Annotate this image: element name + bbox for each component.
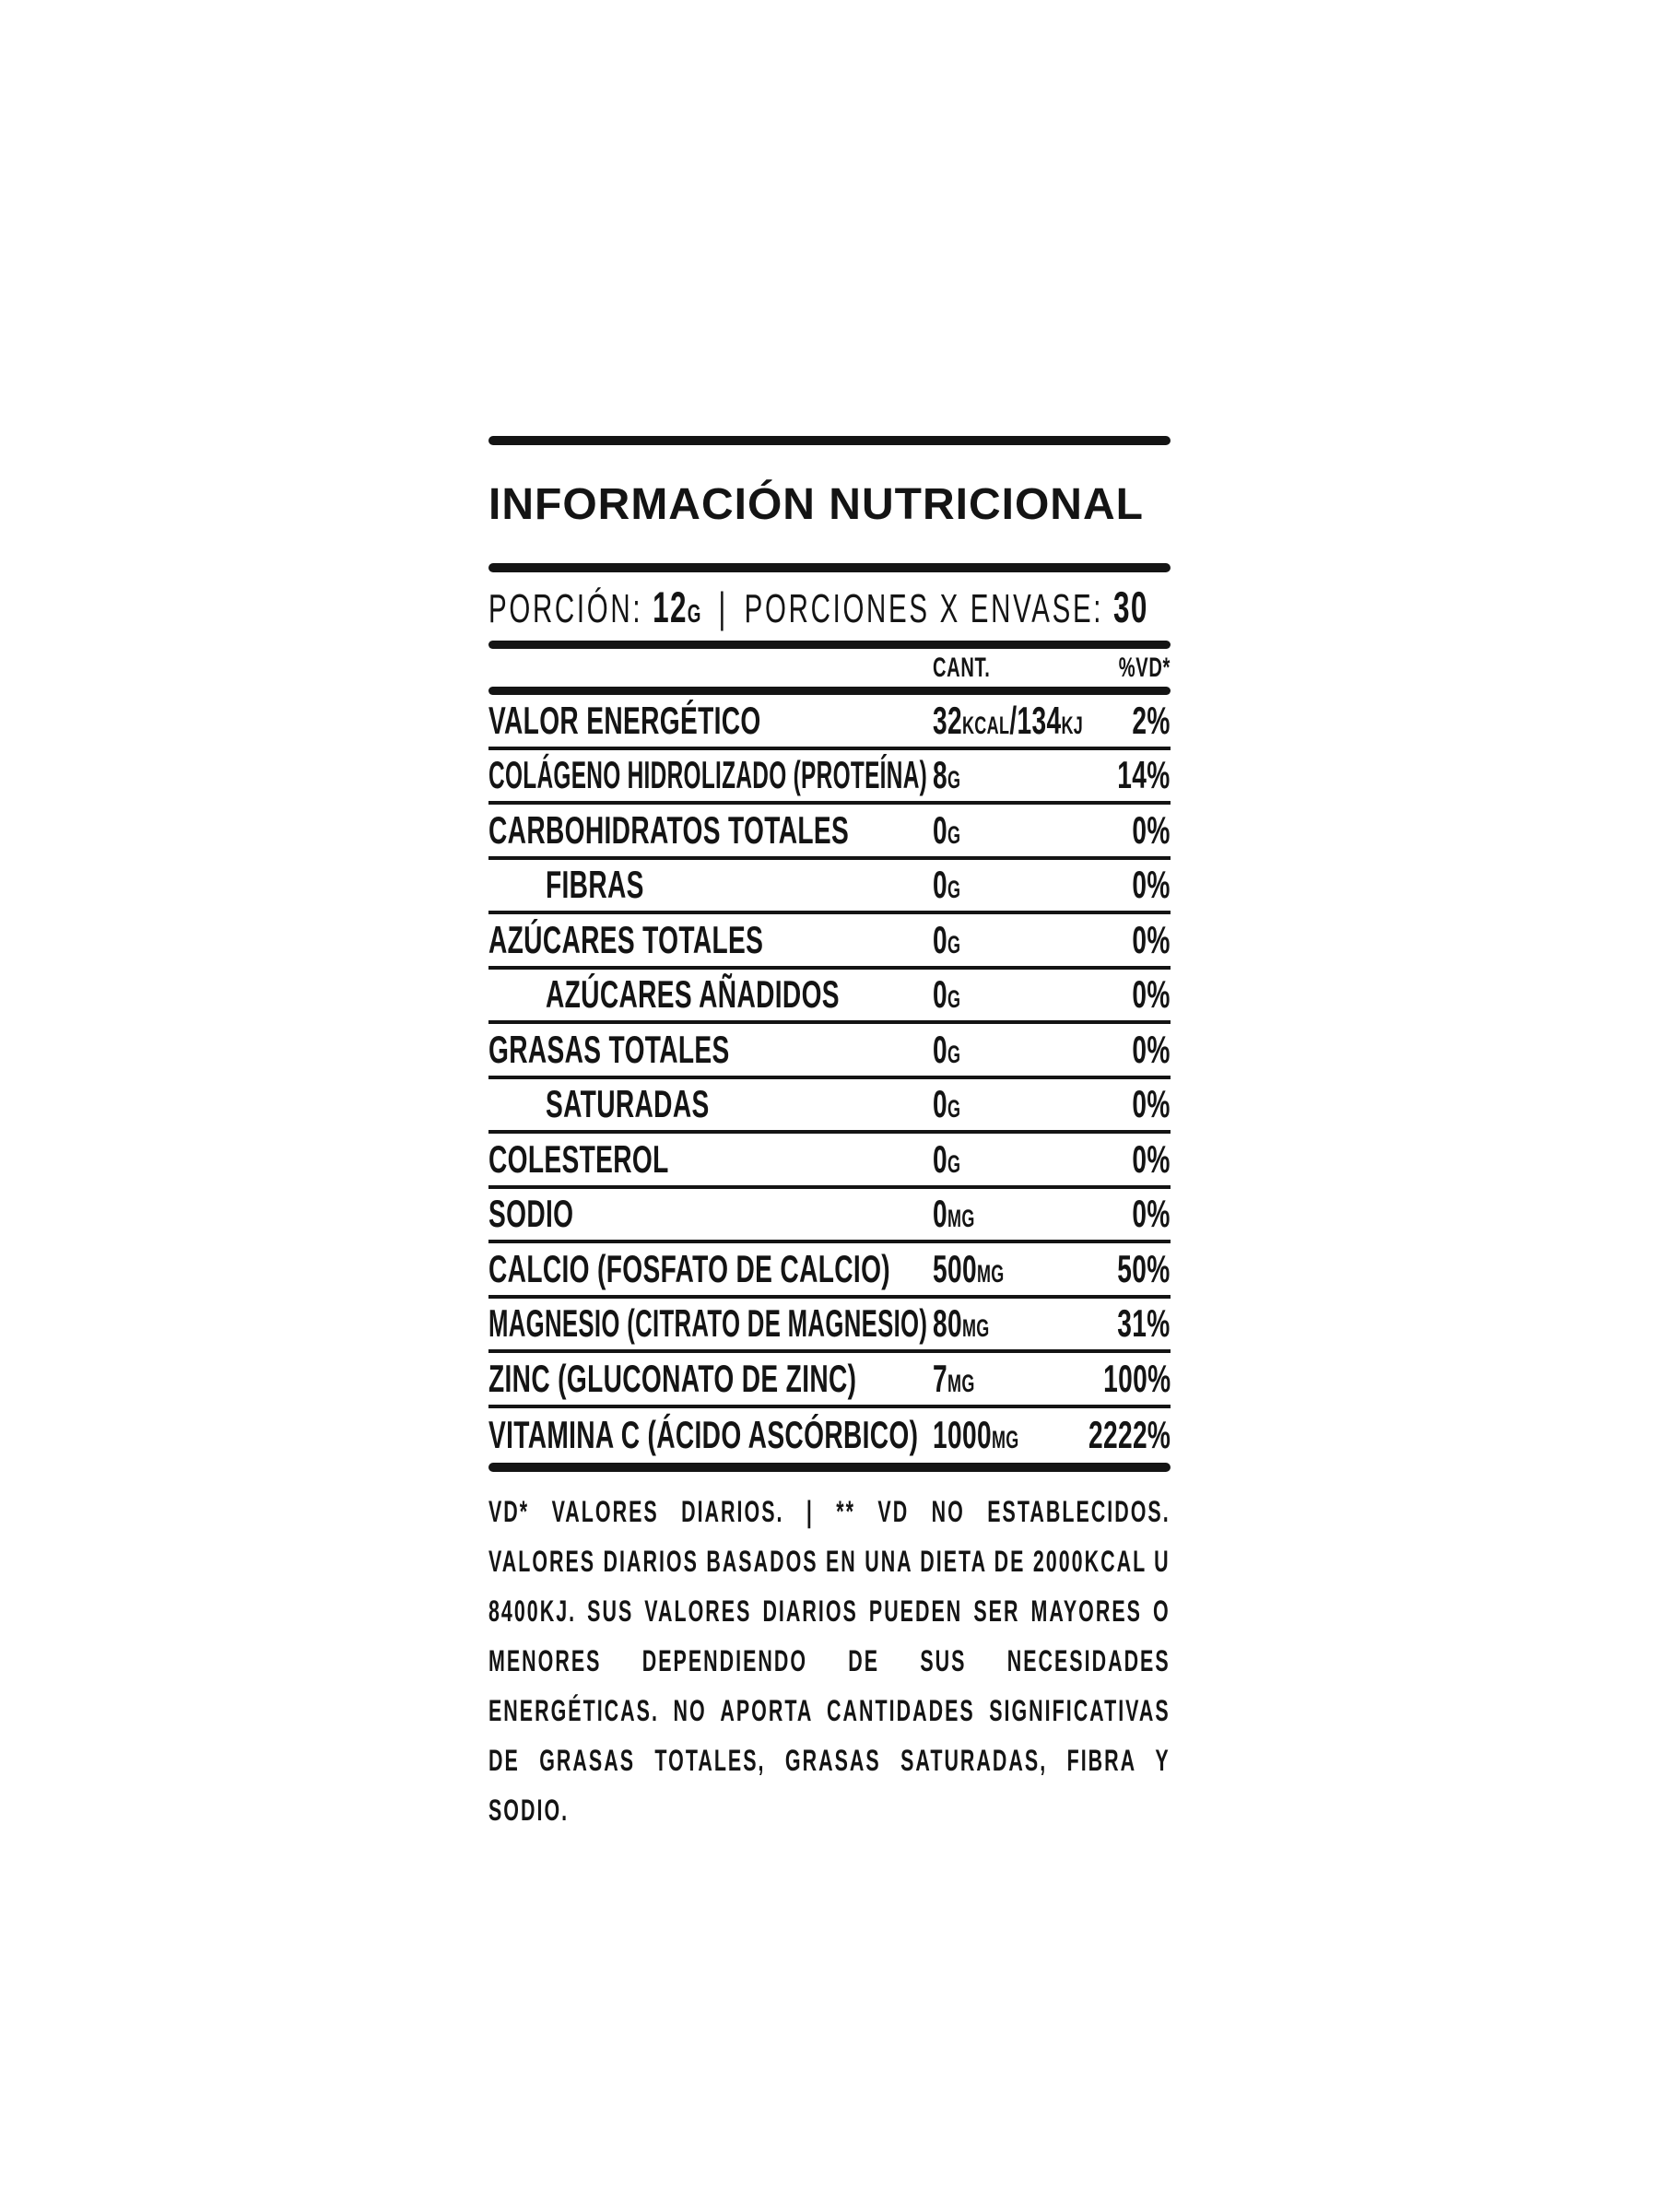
nutrient-dv: 0% <box>1132 917 1171 961</box>
nutrient-amount: 80MG <box>933 1301 990 1346</box>
nutrient-amount: 0G <box>933 1027 961 1071</box>
nutrient-dv-cell <box>1091 1247 1171 1291</box>
amount-unit: G <box>947 1095 961 1124</box>
nutrient-dv-cell <box>1113 699 1171 743</box>
dv-column-header: %VD* <box>1118 652 1171 683</box>
nutrient-dv-cell <box>1113 1028 1171 1072</box>
nutrient-dv-cell <box>1113 1192 1171 1236</box>
nutrient-name-cell <box>488 1137 933 1182</box>
nutrient-amount-cell <box>933 918 1113 962</box>
nutrient-dv: 2222% <box>1088 1413 1171 1457</box>
amount-unit: G <box>947 930 961 959</box>
nutrient-dv-cell <box>1113 972 1171 1017</box>
amount-unit: G <box>947 1149 961 1178</box>
nutrient-dv: 0% <box>1132 863 1171 907</box>
table-row <box>488 860 1171 915</box>
nutrient-amount-cell <box>933 1192 1113 1236</box>
nutrient-amount: 0G <box>933 807 961 852</box>
nutrient-amount-cell <box>933 972 1113 1017</box>
nutrient-dv-cell <box>1091 753 1171 797</box>
table-row <box>488 805 1171 860</box>
table-row <box>488 1024 1171 1079</box>
nutrient-amount: 8G <box>933 753 961 797</box>
nutrient-amount-cell <box>933 1247 1091 1291</box>
nutrient-dv: 0% <box>1132 1082 1171 1126</box>
nutrient-amount-cell <box>933 808 1113 853</box>
table-row <box>488 750 1171 806</box>
nutrient-amount: 0G <box>933 1136 961 1181</box>
nutrition-label <box>488 436 1171 1835</box>
nutrient-amount-cell <box>933 863 1113 907</box>
footnote-text: VD* VALORES DIARIOS. | ** VD NO ESTABLECIDOS. VALORES DIARIOS BASADOS EN UNA DIETA DE 2000KCAL U 8400KJ. SUS VALORES DIARIOS PUEDEN SER MAYORES O MENORES DEPENDIENDO DE SUS NECESIDADES ENERGÉTICAS. NO APORTA CANTIDADES SIGNIFICATIVAS DE GRASAS TOTALES, GRASAS SATURADAS, FIBRA Y SODIO. <box>488 1495 1171 1827</box>
nutrient-amount: 0MG <box>933 1192 975 1236</box>
table-row <box>488 695 1171 750</box>
nutrient-name: SATURADAS <box>546 1082 710 1126</box>
nutrient-amount: 0G <box>933 863 961 907</box>
amount-column-header: CANT. <box>933 652 991 683</box>
nutrient-dv: 0% <box>1132 1027 1171 1071</box>
nutrient-name-cell <box>488 1028 933 1072</box>
serving-divider: | <box>718 582 729 631</box>
table-row <box>488 914 1171 970</box>
nutrient-amount: 0G <box>933 1082 961 1126</box>
nutrient-name-cell <box>488 1082 933 1126</box>
nutrient-name: ZINC (GLUCONATO DE ZINC) <box>488 1356 857 1400</box>
nutrient-name-cell <box>488 1247 933 1291</box>
serving-line <box>488 582 1148 632</box>
footnote <box>488 1487 1171 1835</box>
nutrient-name: CALCIO (FOSFATO DE CALCIO) <box>488 1246 891 1290</box>
nutrient-amount: 32KCAL/134KJ <box>933 698 1084 742</box>
nutrient-dv: 50% <box>1117 1246 1171 1290</box>
nutrient-dv: 100% <box>1102 1356 1171 1400</box>
nutrient-amount: 500MG <box>933 1246 1005 1290</box>
amount-unit: G <box>947 766 961 794</box>
nutrient-dv-cell <box>1091 1301 1171 1346</box>
nutrient-name: AZÚCARES AÑADIDOS <box>546 972 840 1017</box>
nutrient-dv: 0% <box>1132 1136 1171 1181</box>
serving-info <box>488 572 1171 641</box>
nutrient-amount-cell <box>933 699 1113 743</box>
table-row <box>488 1299 1171 1354</box>
nutrient-amount-cell <box>933 1137 1113 1182</box>
nutrient-dv: 0% <box>1132 807 1171 852</box>
nutrient-dv-cell <box>1113 1137 1171 1182</box>
nutrient-amount-cell <box>933 1413 1048 1457</box>
nutrient-name: VITAMINA C (ÁCIDO ASCÓRBICO) <box>488 1413 919 1457</box>
nutrient-amount-cell <box>933 753 1091 797</box>
table-row <box>488 1243 1171 1299</box>
nutrient-dv-cell <box>1113 1082 1171 1126</box>
nutrient-name-cell <box>488 1357 933 1401</box>
amount-unit: KCAL <box>961 711 1010 739</box>
amount-unit: G <box>947 1040 961 1068</box>
amount-column-header-cell <box>933 653 1093 684</box>
page-title: INFORMACIÓN NUTRICIONAL <box>488 479 1144 529</box>
nutrient-amount-cell <box>933 1301 1091 1346</box>
nutrient-amount: 1000MG <box>933 1413 1019 1457</box>
nutrient-name-cell <box>488 808 933 853</box>
nutrient-amount: 0G <box>933 972 961 1017</box>
bottom-rule <box>488 1463 1171 1472</box>
nutrient-name-cell <box>488 1192 933 1236</box>
nutrient-name: COLÁGENO HIDROLIZADO (PROTEÍNA) <box>488 753 928 797</box>
header-divider-rule <box>488 687 1171 695</box>
amount-unit: MG <box>961 1314 990 1343</box>
table-row <box>488 1189 1171 1244</box>
amount-unit: MG <box>991 1426 1019 1454</box>
nutrient-amount-cell <box>933 1028 1113 1072</box>
nutrient-name-cell <box>488 972 933 1017</box>
nutrient-dv: 2% <box>1132 698 1171 742</box>
column-headers <box>488 649 1171 687</box>
nutrient-dv-cell <box>1113 863 1171 907</box>
table-row <box>488 1079 1171 1135</box>
nutrient-dv: 31% <box>1117 1301 1171 1346</box>
nutrient-dv-cell <box>1113 808 1171 853</box>
nutrient-amount-cell <box>933 1082 1113 1126</box>
amount-unit: G <box>947 820 961 849</box>
table-row <box>488 1408 1171 1464</box>
nutrient-name: SODIO <box>488 1192 574 1236</box>
nutrient-name: FIBRAS <box>546 863 644 907</box>
nutrient-dv: 0% <box>1132 1192 1171 1236</box>
nutrient-name: AZÚCARES TOTALES <box>488 917 764 961</box>
top-rule <box>488 436 1171 445</box>
amount-unit: MG <box>976 1259 1005 1288</box>
portion-value: 12G <box>653 582 702 631</box>
nutrient-name-cell <box>488 863 933 907</box>
nutrient-dv-cell <box>1070 1357 1171 1401</box>
nutrient-name-cell <box>488 1301 933 1346</box>
nutrient-amount: 7MG <box>933 1356 975 1400</box>
nutrient-amount-cell <box>933 1357 1070 1401</box>
portion-unit: G <box>687 597 702 628</box>
amount-unit: MG <box>947 1369 975 1397</box>
nutrient-dv-cell <box>1113 918 1171 962</box>
nutrient-name-cell <box>488 699 933 743</box>
table-row <box>488 970 1171 1025</box>
title-divider-rule <box>488 563 1171 572</box>
servings-label: PORCIONES X ENVASE: <box>744 585 1104 631</box>
nutrient-name: GRASAS TOTALES <box>488 1027 730 1071</box>
amount-unit: G <box>947 985 961 1014</box>
table-row <box>488 1353 1171 1408</box>
nutrient-name-cell <box>488 918 933 962</box>
nutrient-name-cell <box>488 753 933 797</box>
amount-unit: KJ <box>1061 711 1084 739</box>
label-header <box>488 445 1171 563</box>
nutrient-name-cell <box>488 1413 933 1457</box>
servings-value: 30 <box>1113 582 1148 631</box>
nutrient-dv: 14% <box>1117 753 1171 797</box>
nutrient-dv-cell <box>1048 1413 1171 1457</box>
table-row <box>488 1134 1171 1189</box>
amount-unit: MG <box>947 1205 975 1233</box>
nutrient-amount: 0G <box>933 917 961 961</box>
dv-column-header-cell <box>1093 653 1171 684</box>
nutrition-table <box>488 695 1171 1463</box>
portion-label: PORCIÓN: <box>488 585 643 631</box>
nutrient-name: CARBOHIDRATOS TOTALES <box>488 807 850 852</box>
serving-divider-rule <box>488 641 1171 649</box>
nutrient-name: COLESTEROL <box>488 1136 669 1181</box>
nutrient-dv: 0% <box>1132 972 1171 1017</box>
nutrient-name: MAGNESIO (CITRATO DE MAGNESIO) <box>488 1301 928 1346</box>
amount-unit: G <box>947 876 961 904</box>
nutrient-name: VALOR ENERGÉTICO <box>488 698 761 742</box>
